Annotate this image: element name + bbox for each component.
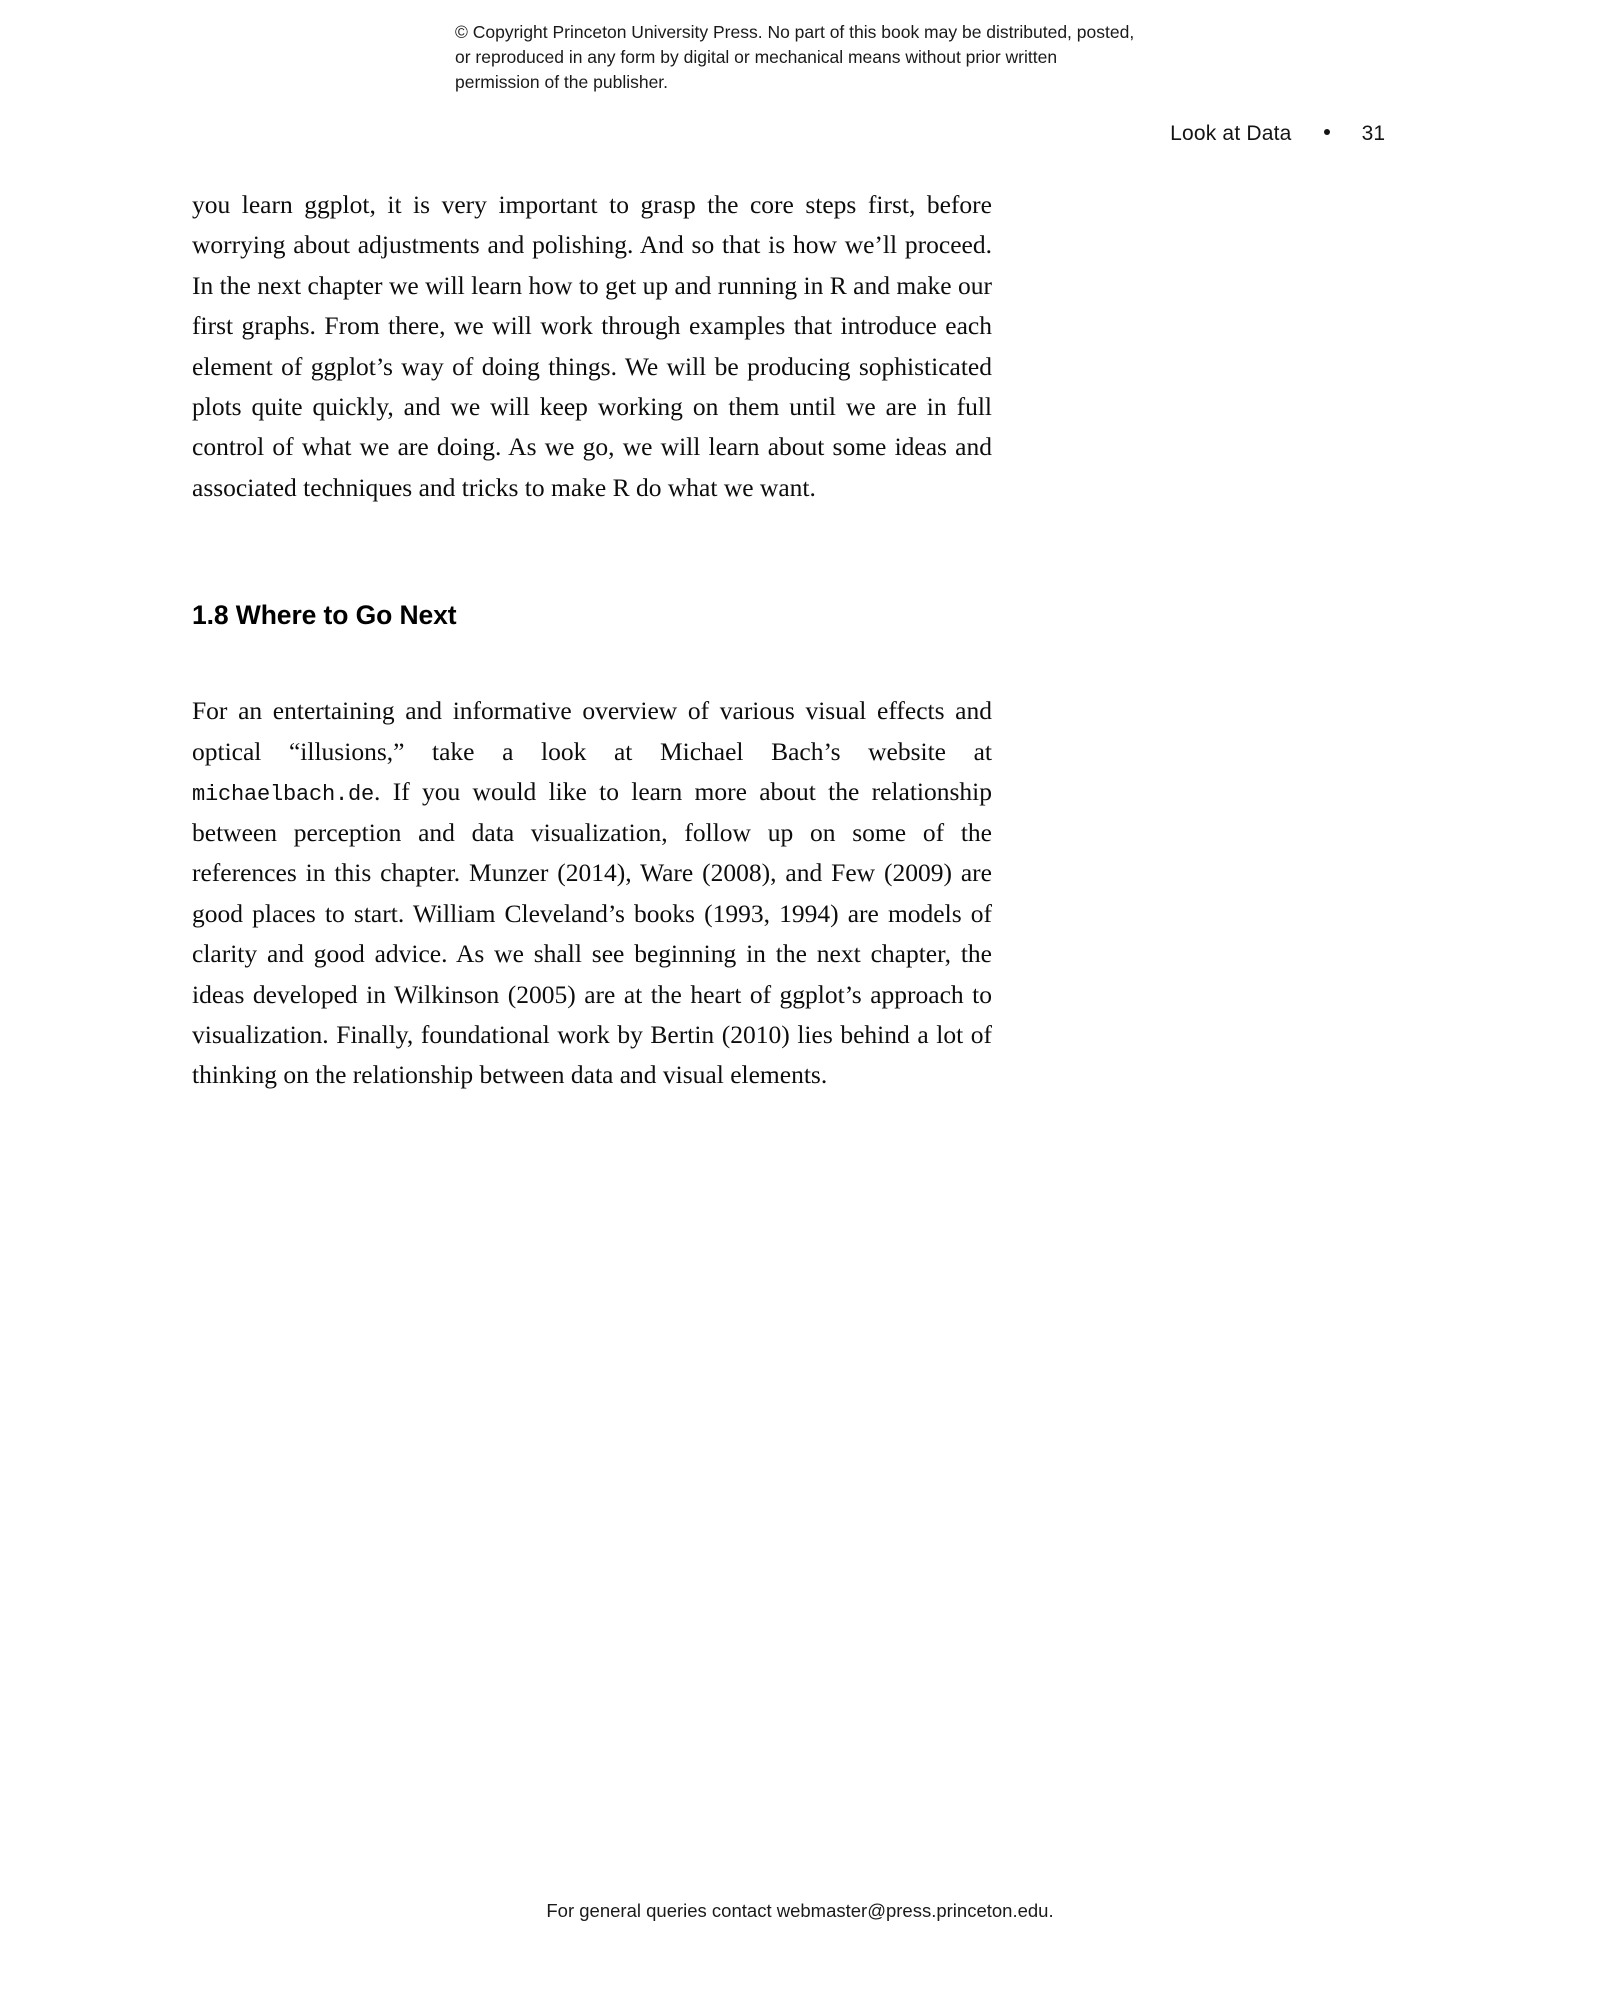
copyright-notice-text: © Copyright Princeton University Press. No part of this book may be distributed, posted, or reproduced in any form by digital or mechanical means without prior written permission of the publisher.: [455, 22, 1135, 92]
paragraph-text-tail: . If you would like to learn more about the relationship between perception and data visualization, follow up on some of the references in this chapter. Munzer (2014), Ware (2008), and Few (2009) are good places to start. William Cleveland’s books (1993, 1994) are models of clarity and good advice. As we shall see beginning in the next chapter, the ideas developed in Wilkinson (2005) are at the heart of ggplot’s approach to visualization. Finally, foundational work by Bertin (2010) lies behind a lot of thinking on the relationship between data and visual elements.: [192, 777, 992, 1090]
paragraph-text-lead: For an entertaining and informative overview of various visual effects and optical “illusions,” take a look at Michael Bach’s website at: [192, 696, 992, 766]
paragraph-continued: you learn ggplot, it is very important to grasp the core steps first, before worrying about adjustments and polishing. And so that is how we’ll proceed. In the next chapter we will learn how to get up and running in R and make our first graphs. From there, we will work through examples that introduce each element of ggplot’s way of doing things. We will be producing sophisticated plots quite quickly, and we will keep working on them until we are in full control of what we are doing. As we go, we will learn about some ideas and associated techniques and tricks to make R do what we want.: [192, 190, 992, 502]
main-text-column: [192, 185, 992, 1096]
url-michaelbach: michaelbach.de: [192, 782, 375, 808]
spacer-after-heading: [192, 631, 992, 691]
copyright-notice: [0, 20, 1600, 95]
spacer-before-heading: [192, 508, 992, 600]
bullet-separator-icon: [1324, 129, 1330, 135]
page-number: 31: [1361, 122, 1385, 145]
paragraph-where-to-go-next: [192, 691, 992, 1096]
running-head-chapter-title: Look at Data: [1170, 122, 1292, 145]
footer-contact: For general queries contact webmaster@press.princeton.edu.: [546, 1900, 1054, 1921]
running-head: [0, 122, 1385, 146]
section-heading: 1.8 Where to Go Next: [192, 600, 457, 631]
